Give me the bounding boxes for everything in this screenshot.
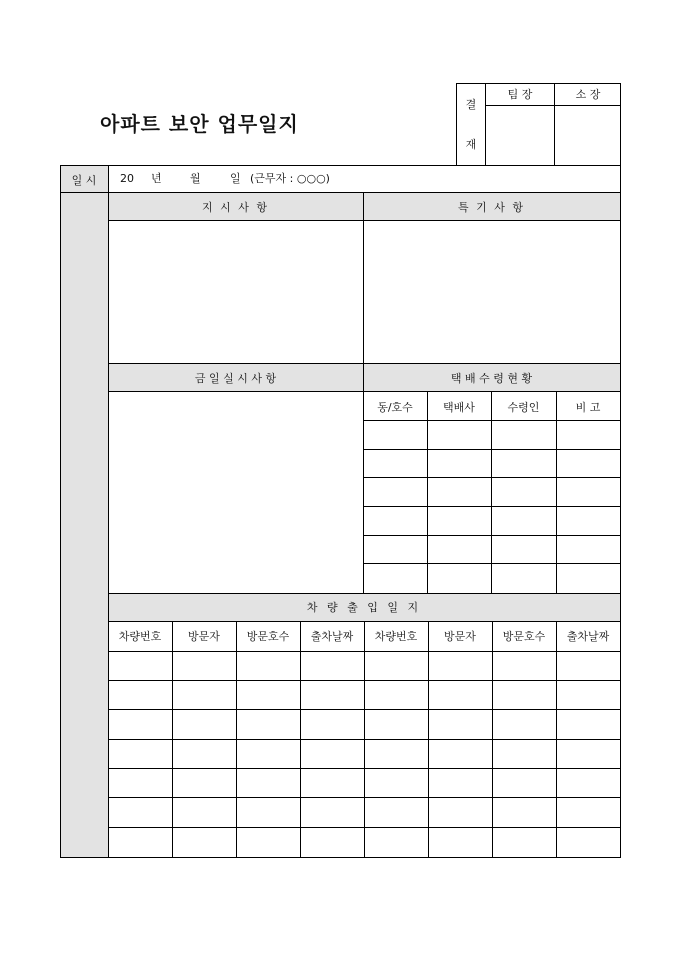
parcel-cell[interactable] xyxy=(556,478,620,507)
vehicle-cell[interactable] xyxy=(236,827,300,857)
vehicle-cell[interactable] xyxy=(172,651,236,680)
vehicle-cell[interactable] xyxy=(364,797,428,827)
parcel-header-courier: 택배사 xyxy=(443,400,475,414)
grid-line xyxy=(300,621,301,858)
grid-line xyxy=(491,391,492,594)
vehicle-cell[interactable] xyxy=(236,768,300,797)
vehicle-header-exit-date-2: 출차날짜 xyxy=(566,630,610,643)
grid-line xyxy=(456,83,621,84)
vehicle-cell[interactable] xyxy=(172,739,236,768)
grid-line xyxy=(60,192,621,193)
grid-line xyxy=(427,391,428,594)
approval-label-top: 결 xyxy=(465,98,477,111)
date-label: 일 시 xyxy=(71,173,97,187)
vehicle-cell[interactable] xyxy=(556,768,620,797)
approval-role-team-leader: 팀 장 xyxy=(507,88,533,101)
parcel-cell[interactable] xyxy=(491,421,556,450)
parcel-cell[interactable] xyxy=(427,507,491,536)
vehicle-cell[interactable] xyxy=(108,827,172,857)
vehicle-cell[interactable] xyxy=(492,797,556,827)
vehicle-cell[interactable] xyxy=(492,739,556,768)
vehicle-header-exit-date: 출차날짜 xyxy=(310,630,354,643)
vehicle-header-visit-unit: 방문호수 xyxy=(246,630,290,643)
grid-line xyxy=(364,621,365,858)
grid-line xyxy=(485,83,486,166)
grid-line xyxy=(108,165,109,858)
vehicle-cell[interactable] xyxy=(428,680,492,709)
vehicle-cell[interactable] xyxy=(556,797,620,827)
vehicle-cell[interactable] xyxy=(172,768,236,797)
grid-line xyxy=(60,165,621,166)
vehicle-cell[interactable] xyxy=(364,680,428,709)
today-items-area[interactable] xyxy=(109,392,362,592)
date-month-label: 월 xyxy=(190,172,201,185)
parcel-cell[interactable] xyxy=(556,564,620,593)
vehicle-header-plate: 차량번호 xyxy=(118,630,162,643)
vehicle-cell[interactable] xyxy=(556,739,620,768)
vehicle-cell[interactable] xyxy=(236,709,300,739)
parcel-cell[interactable] xyxy=(556,450,620,478)
grid-line xyxy=(60,165,61,858)
vehicle-cell[interactable] xyxy=(428,768,492,797)
vehicle-header-visitor-2: 방문자 xyxy=(444,630,476,643)
vehicle-cell[interactable] xyxy=(300,651,364,680)
grid-line xyxy=(363,563,621,564)
vehicle-cell[interactable] xyxy=(492,768,556,797)
parcel-cell[interactable] xyxy=(427,450,491,478)
vehicle-cell[interactable] xyxy=(172,827,236,857)
approval-role-director: 소 장 xyxy=(575,88,601,101)
vehicle-cell[interactable] xyxy=(364,768,428,797)
parcel-cell[interactable] xyxy=(491,450,556,478)
vehicle-cell[interactable] xyxy=(556,680,620,709)
vehicle-cell[interactable] xyxy=(300,768,364,797)
approval-label-bottom: 재 xyxy=(465,138,477,151)
left-label-column xyxy=(60,166,108,858)
parcel-cell[interactable] xyxy=(363,564,427,593)
parcel-header-recipient: 수령인 xyxy=(507,400,540,414)
approval-signature-director[interactable] xyxy=(555,106,621,164)
date-year-prefix: 20 xyxy=(120,172,134,185)
vehicle-cell[interactable] xyxy=(108,768,172,797)
grid-line xyxy=(620,165,621,858)
grid-line xyxy=(428,621,429,858)
parcel-cell[interactable] xyxy=(363,421,427,450)
vehicle-cell[interactable] xyxy=(364,651,428,680)
parcel-cell[interactable] xyxy=(491,478,556,507)
vehicle-header-visitor: 방문자 xyxy=(188,630,220,643)
vehicle-cell[interactable] xyxy=(172,680,236,709)
instructions-area[interactable] xyxy=(109,221,362,363)
vehicle-cell[interactable] xyxy=(556,709,620,739)
grid-line xyxy=(556,391,557,594)
grid-line xyxy=(556,621,557,858)
vehicle-cell[interactable] xyxy=(108,797,172,827)
vehicle-cell[interactable] xyxy=(364,709,428,739)
vehicle-cell[interactable] xyxy=(108,739,172,768)
vehicle-cell[interactable] xyxy=(300,680,364,709)
vehicle-cell[interactable] xyxy=(428,651,492,680)
vehicle-log-header: 차 량 출 입 일 지 xyxy=(306,601,422,614)
grid-line xyxy=(554,83,555,166)
vehicle-cell[interactable] xyxy=(108,651,172,680)
parcel-cell[interactable] xyxy=(556,421,620,450)
special-notes-area[interactable] xyxy=(364,221,620,363)
parcel-cell[interactable] xyxy=(491,536,556,564)
vehicle-cell[interactable] xyxy=(428,739,492,768)
grid-line xyxy=(172,621,173,858)
parcel-cell[interactable] xyxy=(427,536,491,564)
grid-line xyxy=(363,449,621,450)
grid-line xyxy=(456,83,457,166)
worker-label: (근무자 : ○○○) xyxy=(250,172,330,185)
page-title: 아파트 보안 업무일지 xyxy=(100,112,299,136)
vehicle-cell[interactable] xyxy=(108,680,172,709)
grid-line xyxy=(236,621,237,858)
vehicle-cell[interactable] xyxy=(108,709,172,739)
vehicle-header-visit-unit-2: 방문호수 xyxy=(502,630,546,643)
parcel-cell[interactable] xyxy=(427,478,491,507)
grid-line xyxy=(363,477,621,478)
parcel-cell[interactable] xyxy=(556,507,620,536)
grid-line xyxy=(108,220,621,221)
today-items-header: 금 일 실 시 사 항 xyxy=(194,371,277,385)
vehicle-cell[interactable] xyxy=(300,827,364,857)
vehicle-cell[interactable] xyxy=(172,797,236,827)
vehicle-cell[interactable] xyxy=(492,827,556,857)
date-day-label: 일 xyxy=(230,172,241,185)
grid-line xyxy=(108,593,621,594)
grid-line xyxy=(363,506,621,507)
grid-line xyxy=(492,621,493,858)
parcel-cell[interactable] xyxy=(427,564,491,593)
vehicle-cell[interactable] xyxy=(364,739,428,768)
parcel-header-unit: 동/호수 xyxy=(377,400,413,414)
parcel-cell[interactable] xyxy=(491,507,556,536)
vehicle-cell[interactable] xyxy=(556,827,620,857)
vehicle-cell[interactable] xyxy=(556,651,620,680)
vehicle-cell[interactable] xyxy=(300,797,364,827)
grid-line xyxy=(485,105,621,106)
vehicle-cell[interactable] xyxy=(236,680,300,709)
parcel-header-remarks: 비 고 xyxy=(575,400,601,414)
instructions-header: 지 시 사 항 xyxy=(202,200,269,214)
date-year-label: 년 xyxy=(151,172,162,185)
parcel-cell[interactable] xyxy=(363,507,427,536)
vehicle-cell[interactable] xyxy=(428,797,492,827)
vehicle-cell[interactable] xyxy=(364,827,428,857)
vehicle-header-plate-2: 차량번호 xyxy=(374,630,418,643)
parcel-cell[interactable] xyxy=(363,450,427,478)
vehicle-cell[interactable] xyxy=(172,709,236,739)
parcel-cell[interactable] xyxy=(556,536,620,564)
vehicle-cell[interactable] xyxy=(428,709,492,739)
vehicle-cell[interactable] xyxy=(300,709,364,739)
parcel-cell[interactable] xyxy=(427,421,491,450)
grid-line xyxy=(620,83,621,166)
parcel-cell[interactable] xyxy=(363,536,427,564)
grid-line xyxy=(363,192,364,594)
parcel-cell[interactable] xyxy=(491,564,556,593)
vehicle-cell[interactable] xyxy=(428,827,492,857)
special-notes-header: 특 기 사 항 xyxy=(458,200,525,214)
approval-signature-team-leader[interactable] xyxy=(486,106,554,164)
grid-line xyxy=(108,391,621,392)
parcel-cell[interactable] xyxy=(363,478,427,507)
grid-line xyxy=(60,857,621,858)
vehicle-cell[interactable] xyxy=(300,739,364,768)
grid-line xyxy=(363,535,621,536)
vehicle-cell[interactable] xyxy=(236,739,300,768)
grid-line xyxy=(363,420,621,421)
vehicle-cell[interactable] xyxy=(492,680,556,709)
vehicle-cell[interactable] xyxy=(492,709,556,739)
grid-line xyxy=(108,363,621,364)
vehicle-cell[interactable] xyxy=(492,651,556,680)
parcel-status-header: 택 배 수 령 현 황 xyxy=(450,371,533,385)
vehicle-cell[interactable] xyxy=(236,797,300,827)
vehicle-cell[interactable] xyxy=(236,651,300,680)
